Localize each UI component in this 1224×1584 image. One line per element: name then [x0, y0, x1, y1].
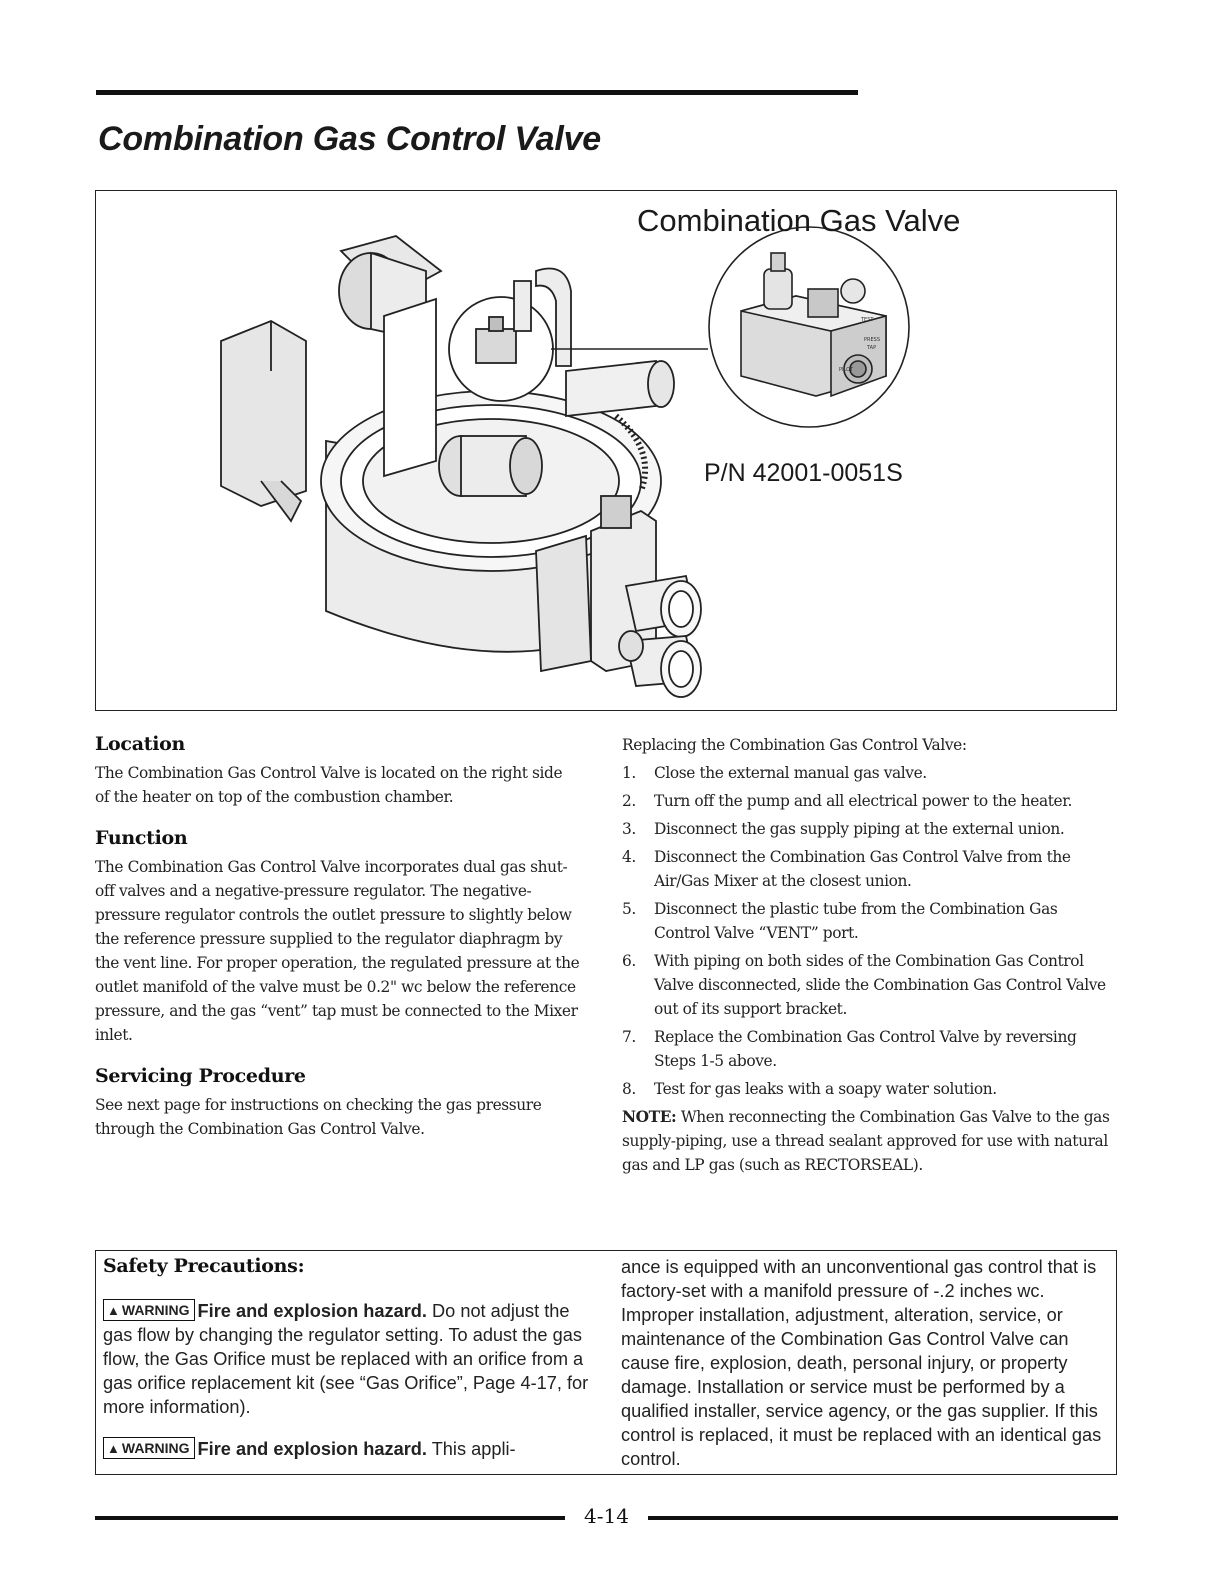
- valve-label-pilot: PILOT: [839, 367, 854, 373]
- warning-badge: ▲ WARNING: [103, 1437, 195, 1459]
- note-label: NOTE:: [622, 1108, 677, 1126]
- bottom-rule-right: [648, 1516, 1118, 1520]
- replacing-heading: Replacing the Combination Gas Control Valve:: [622, 736, 967, 754]
- warning-2-continued: ance is equipped with an unconventional gas control that is factory-set with a manifold pressure of -.2 inches wc. Improper installation, adjustment, alteration, service, or maintenance of the Combination Gas Control Valve can cause fire, explosion, death, personal injury, or property damage. Installation or service must be performed by a qualified installer, service agency, or the gas supplier. If this control is replaced, it must be replaced with an identical gas control.: [621, 1257, 1102, 1469]
- safety-heading: Safety Precautions:: [103, 1255, 305, 1277]
- valve-label-tap: TAP: [867, 345, 877, 351]
- servicing-heading: Servicing Procedure: [95, 1065, 306, 1087]
- safety-precautions-box: [95, 1250, 1117, 1475]
- warning-1: ▲ WARNING Fire and explosion hazard. Do not adjust the gas flow by changing the regulator setting. To adust the gas flow, the Gas Orifice must be replaced with an orifice from a gas orifice replacement kit (see “Gas Orifice”, Page 4-17, for more information).: [103, 1301, 589, 1417]
- part-number: P/N 42001-0051S: [704, 459, 903, 487]
- top-rule: [96, 90, 858, 95]
- heater-illustration: [96, 191, 1118, 712]
- valve-label-test: TEST: [861, 317, 874, 323]
- figure-box: [95, 190, 1117, 711]
- replacing-steps: [622, 761, 1112, 1101]
- location-heading: Location: [95, 733, 185, 755]
- step-item: 3. Disconnect the gas supply piping at the external union.: [622, 820, 1065, 838]
- function-heading: Function: [95, 827, 188, 849]
- warning-triangle-icon: ▲: [107, 1303, 120, 1318]
- step-item: 1. Close the external manual gas valve.: [622, 764, 927, 782]
- safety-right-column: [621, 1255, 1111, 1471]
- safety-left-column: [103, 1255, 595, 1461]
- warning-triangle-icon: ▲: [107, 1441, 120, 1456]
- function-text: The Combination Gas Control Valve incorporates dual gas shut-off valves and a negative-pressure regulator. The negative-pressure regulator controls the outlet pressure to slightly below the reference pressure supplied to the regulator diaphragm by the vent line. For proper operation, the regulated pressure at the outlet manifold of the valve must be 0.2" wc below the reference pressure, and the gas “vent” tap must be connected to the Mixer inlet.: [95, 858, 580, 1044]
- warning-2: ▲ WARNING Fire and explosion hazard. This appli-: [103, 1437, 595, 1461]
- replacing-note: [622, 1105, 1112, 1177]
- step-item: 2. Turn off the pump and all electrical power to the heater.: [622, 792, 1073, 810]
- left-column: [95, 733, 580, 1159]
- step-item: 5. Disconnect the plastic tube from the Combination Gas Control Valve “VENT” port.: [622, 900, 1058, 942]
- note-text: When reconnecting the Combination Gas Valve to the gas supply-piping, use a thread sealant approved for use with natural gas and LP gas (such as RECTORSEAL).: [622, 1108, 1110, 1174]
- page-title: Combination Gas Control Valve: [98, 120, 602, 158]
- warning-badge: ▲ WARNING: [103, 1299, 195, 1321]
- step-item: 4. Disconnect the Combination Gas Control Valve from the Air/Gas Mixer at the closest union.: [622, 848, 1071, 890]
- location-text: The Combination Gas Control Valve is located on the right side of the heater on top of the combustion chamber.: [95, 764, 563, 806]
- page-number: 4-14: [584, 1504, 629, 1528]
- servicing-text: See next page for instructions on checking the gas pressure through the Combination Gas Control Valve.: [95, 1096, 542, 1138]
- valve-label-press: PRESS: [864, 337, 880, 343]
- right-column: [622, 733, 1112, 1177]
- step-item: 8. Test for gas leaks with a soapy water solution.: [622, 1080, 997, 1098]
- step-item: 6. With piping on both sides of the Combination Gas Control Valve disconnected, slide the Combination Gas Control Valve out of its support bracket.: [622, 952, 1106, 1018]
- bottom-rule-left: [95, 1516, 565, 1520]
- figure-title: Combination Gas Valve: [637, 203, 961, 238]
- step-item: 7. Replace the Combination Gas Control Valve by reversing Steps 1-5 above.: [622, 1028, 1077, 1070]
